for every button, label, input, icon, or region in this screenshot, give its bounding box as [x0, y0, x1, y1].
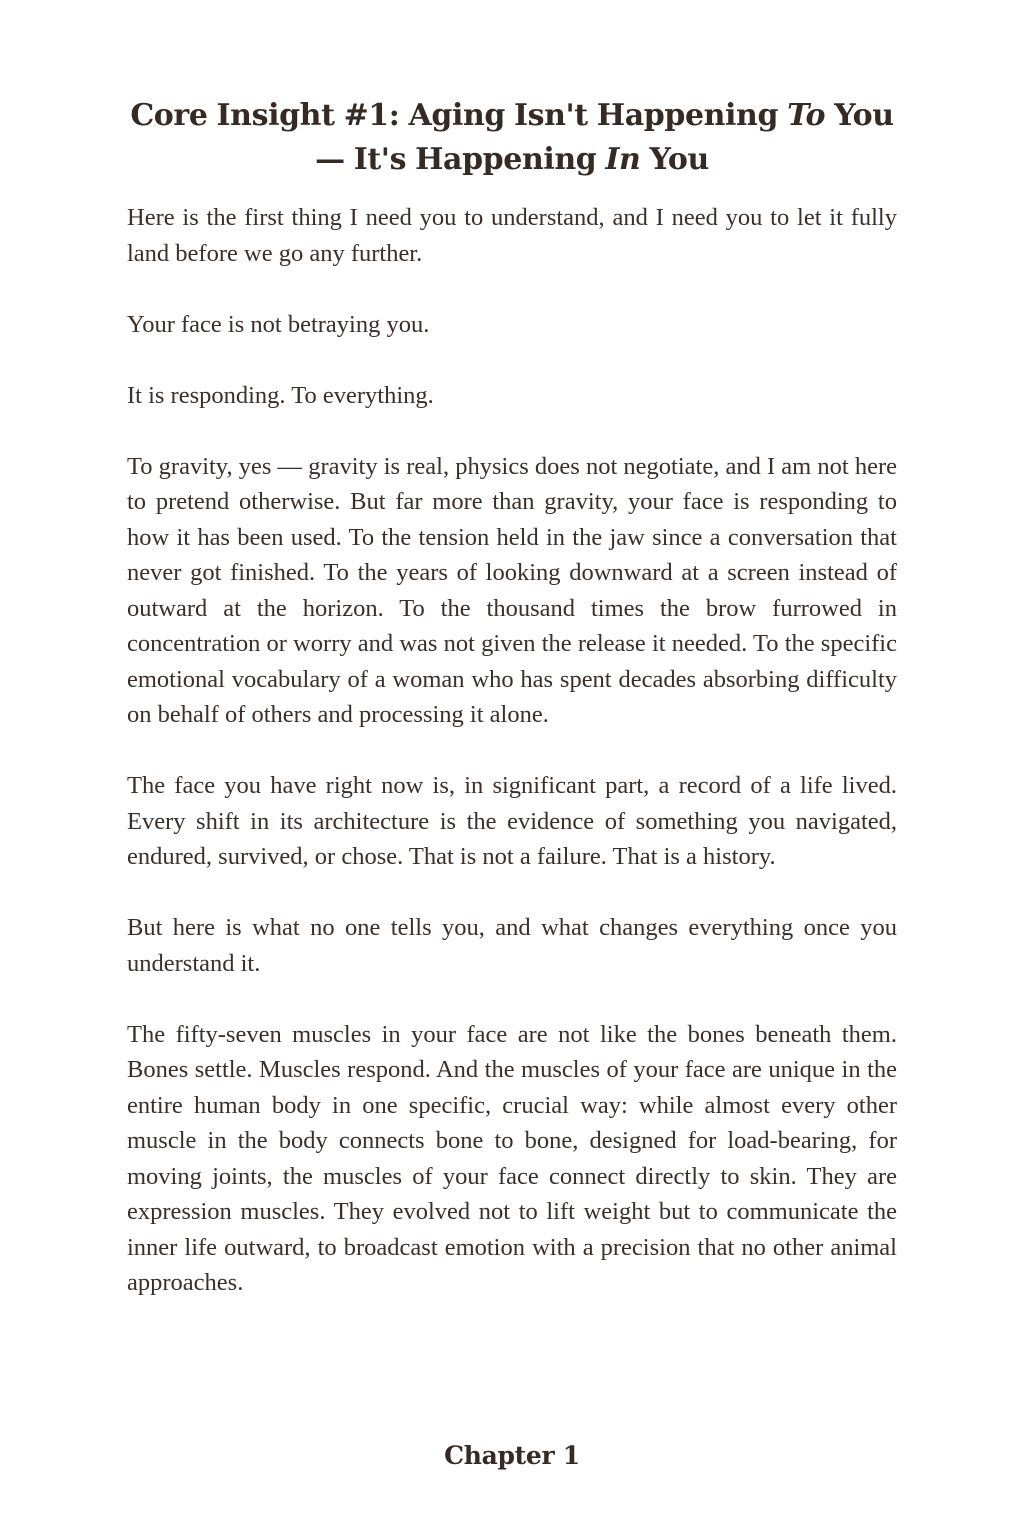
heading-text-part-2: You — It's Happening	[315, 98, 894, 177]
paragraph: Your face is not betraying you.	[127, 310, 430, 338]
heading-emphasis-in: In	[605, 142, 641, 177]
paragraph: But here is what no one tells you, and what changes everything once you understand it.	[127, 914, 897, 977]
paragraph: The fifty-seven muscles in your face are not like the bones beneath them. Bones settle. Muscles respond. And the muscles of your face are unique in the entire human body in one specific, crucial way: while almost every other muscle in the body connects bone to bone, designed for load-bearing, for moving joints, the muscles of your face connect directly to skin. They are expression muscles. They evolved not to lift weight but to communicate the inner life outward, to broadcast emotion with a precision that no other animal approaches.	[127, 1020, 897, 1296]
page-content	[127, 94, 897, 1336]
paragraph: The face you have right now is, in significant part, a record of a life lived. Every shift in its architecture is the evidence of something you navigated, endured, survived, or chose. That is not a failure. That is a history.	[127, 772, 897, 870]
paragraph: Here is the first thing I need you to understand, and I need you to let it fully land before we go any further.	[127, 204, 897, 267]
chapter-footer-label: Chapter 1	[444, 1441, 580, 1470]
heading-text-part-1: Core Insight #1: Aging Isn't Happening	[130, 98, 788, 133]
heading-emphasis-to: To	[787, 98, 826, 133]
paragraph: It is responding. To everything.	[127, 381, 434, 409]
body-text	[127, 200, 897, 1301]
heading-text-part-3: You	[640, 142, 709, 177]
paragraph: To gravity, yes — gravity is real, physics does not negotiate, and I am not here to pretend otherwise. But far more than gravity, your face is responding to how it has been used. To the tension held in the jaw since a conversation that never got finished. To the years of looking downward at a screen instead of outward at the horizon. To the thousand times the brow furrowed in concentration or worry and was not given the release it needed. To the specific emotional vocabulary of a woman who has spent decades absorbing difficulty on behalf of others and processing it alone.	[127, 452, 897, 728]
chapter-heading	[127, 94, 897, 182]
